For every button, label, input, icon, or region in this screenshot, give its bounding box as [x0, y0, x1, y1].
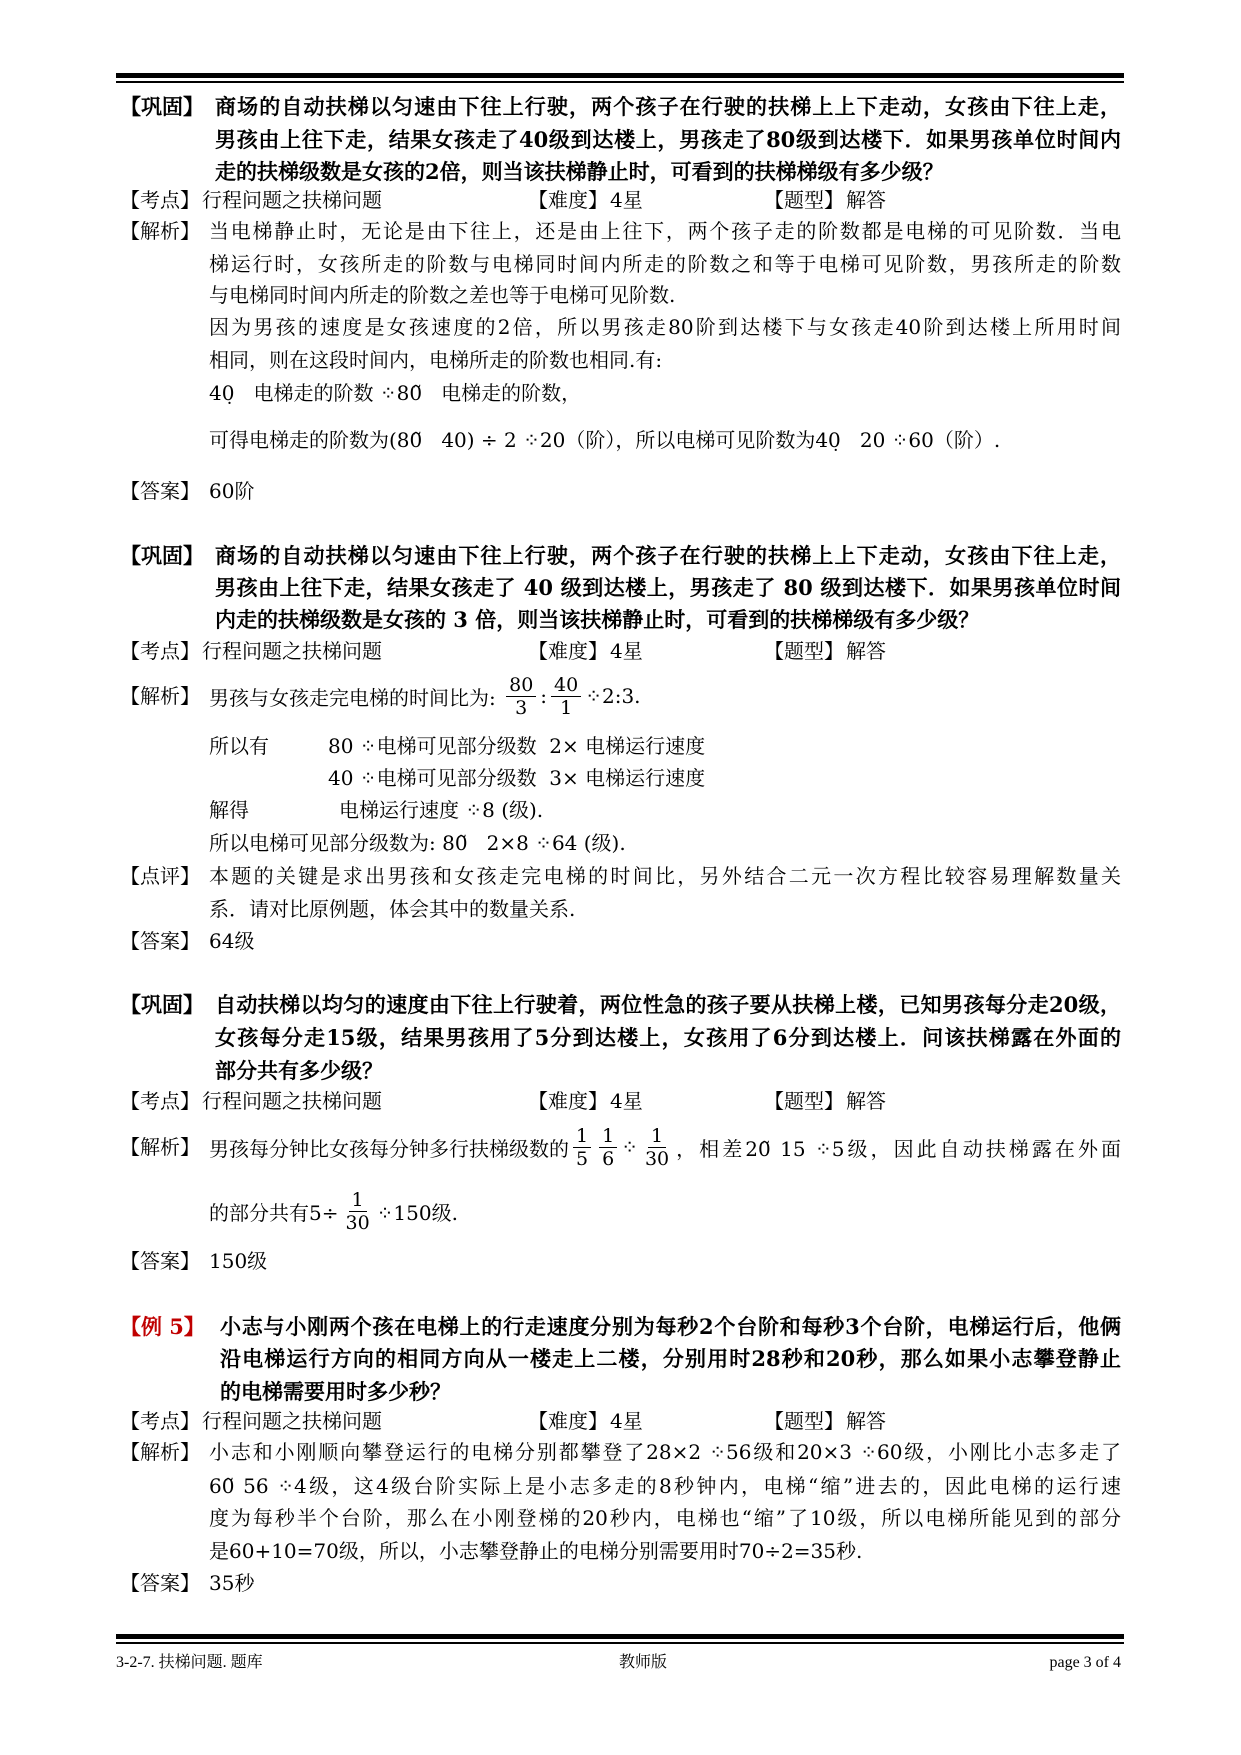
block4-question-line: 沿电梯运行方向的相同方向从一楼走上二楼，分别用时28秒和20秒，那么如果小志攀登静止	[220, 1346, 1121, 1371]
ratio-colon: :	[540, 684, 548, 708]
block4-answer-label: 【答案】	[120, 1571, 200, 1595]
block1-tixing-label: 【题型】	[764, 188, 844, 212]
fraction-denominator: 30	[345, 1211, 370, 1234]
block1-jiexi-line: 相同，则在这段时间内，电梯所走的阶数也相同.有:	[209, 348, 663, 372]
block2-solve: 电梯运行速度 ⁘8 (级).	[339, 798, 544, 822]
block1-jiexi-line: 当电梯静止时，无论是由下往上，还是由上往下，两个孩子走的阶数都是电梯的可见阶数．当电	[209, 219, 1121, 243]
footer-center: 教师版	[618, 1654, 667, 1671]
block2-so-label: 所以有	[209, 734, 269, 758]
block2-equation-2: 40 ⁘电梯可见部分级数 3× 电梯运行速度	[328, 766, 706, 790]
fraction-numerator: 1	[599, 1125, 617, 1148]
fraction	[342, 1189, 372, 1234]
fraction	[599, 1125, 617, 1170]
block2-nandu: 4星	[610, 639, 643, 663]
fraction-numerator: 1	[349, 1189, 367, 1212]
block2-question-line: 内走的扶梯级数是女孩的 3 倍，则当该扶梯静止时，可看到的扶梯梯级有多少级？	[215, 607, 980, 632]
block2-question-label: 【巩固】	[120, 543, 204, 568]
ratio-result: ⁘2:3.	[585, 684, 641, 708]
block4-jiexi-line: 是60+10=70级，所以，小志攀登静止的电梯分别需要用时70÷2=35秒.	[209, 1539, 863, 1563]
footer-rule-thick	[116, 1634, 1124, 1639]
fraction-numerator: 1	[648, 1125, 666, 1148]
fraction-numerator: 1	[573, 1125, 591, 1148]
block2-tixing-label: 【题型】	[764, 639, 844, 663]
fraction-denominator: 30	[644, 1147, 670, 1170]
jiexi-text: 男孩每分钟比女孩每分钟多行扶梯级数的	[209, 1136, 569, 1161]
block1-question-line: 男孩由上往下走，结果女孩走了40级到达楼上，男孩走了80级到达楼下．如果男孩单位时间内	[215, 127, 1121, 152]
block4-tixing: 解答	[846, 1409, 886, 1433]
fraction-denominator: 1	[560, 696, 573, 719]
block2-conclusion: 所以电梯可见部分级数为: 80̃ 2×8 ⁘64 (级).	[209, 831, 626, 855]
block2-question-line: 男孩由上往下走，结果女孩走了 40 级到达楼上，男孩走了 80 级到达楼下．如果男孩单位时间	[215, 575, 1121, 600]
block3-nandu: 4星	[610, 1089, 643, 1113]
fraction	[506, 674, 536, 719]
block3-kaodian-label: 【考点】	[120, 1089, 200, 1113]
block3-jiexi-line-2	[209, 1186, 458, 1236]
block3-nandu-label: 【难度】	[528, 1089, 608, 1113]
header-rule-thin	[116, 81, 1124, 83]
block2-jiexi-ratio-line	[209, 671, 641, 721]
block3-jiexi-label: 【解析】	[120, 1135, 200, 1159]
block2-answer: 64级	[209, 929, 255, 953]
block3-kaodian: 行程问题之扶梯问题	[202, 1089, 382, 1113]
block2-tixing: 解答	[846, 639, 886, 663]
block4-question-line: 小志与小刚两个孩在电梯上的行走速度分别为每秒2个台阶和每秒3个台阶，电梯运行后，他俩	[220, 1314, 1121, 1339]
block4-question-line: 的电梯需要用时多少秒？	[220, 1379, 451, 1404]
block4-jiexi-line: 小志和小刚顺向攀登运行的电梯分别都攀登了28×2 ⁘56级和20×3 ⁘60级，小刚比小志多走了	[209, 1440, 1121, 1464]
block3-answer-label: 【答案】	[120, 1249, 200, 1273]
block2-nandu-label: 【难度】	[528, 639, 608, 663]
block3-tixing-label: 【题型】	[764, 1089, 844, 1113]
footer-left: 3-2-7. 扶梯问题. 题库	[116, 1654, 263, 1671]
equals-sign: ⁘	[621, 1135, 638, 1159]
ratio-intro: 男孩与女孩走完电梯的时间比为:	[209, 685, 503, 710]
block4-nandu: 4星	[610, 1409, 643, 1433]
block3-question-line: 部分共有多少级？	[215, 1058, 383, 1083]
block3-question-line: 女孩每分走15级，结果男孩用了5分到达楼上，女孩用了6分到达楼上．问该扶梯露在外面的	[215, 1025, 1121, 1050]
fraction-numerator: 40	[551, 674, 581, 697]
block1-question-line: 走的扶梯级数是女孩的2倍，则当该扶梯静止时，可看到的扶梯梯级有多少级？	[215, 159, 944, 184]
example-label: 【例 5】	[120, 1314, 205, 1339]
block2-dianping-label: 【点评】	[120, 864, 200, 888]
block3-question-label: 【巩固】	[120, 992, 204, 1017]
jiexi-text: ⁘150级.	[376, 1200, 458, 1225]
block1-jiexi-equation: 40̣ 电梯走的阶数 ⁘80̃ 电梯走的阶数，	[209, 381, 582, 405]
block3-answer: 150级	[209, 1249, 268, 1273]
fraction	[642, 1125, 672, 1170]
block4-tixing-label: 【题型】	[764, 1409, 844, 1433]
jiexi-text: ，相差20̃ 15 ⁘5级，因此自动扶梯露在外面	[676, 1136, 1121, 1161]
block1-question-line: 商场的自动扶梯以匀速由下往上行驶，两个孩子在行驶的扶梯上上下走动，女孩由下往上走，	[215, 94, 1121, 119]
block1-jiexi-line: 因为男孩的速度是女孩速度的2倍，所以男孩走80阶到达楼下与女孩走40阶到达楼上所用时间	[209, 315, 1121, 339]
block3-tixing: 解答	[846, 1089, 886, 1113]
block1-answer-label: 【答案】	[120, 479, 200, 503]
block2-kaodian: 行程问题之扶梯问题	[202, 639, 382, 663]
block2-kaodian-label: 【考点】	[120, 639, 200, 663]
block2-equation-1: 80 ⁘电梯可见部分级数 2× 电梯运行速度	[328, 734, 706, 758]
block1-jiexi-equation: 可得电梯走的阶数为(80̃ 40) ÷ 2 ⁘20（阶），所以电梯可见阶数为40̣ 20 ⁘60（阶）.	[209, 428, 1001, 452]
block1-question-label: 【巩固】	[120, 94, 204, 119]
block1-jiexi-label: 【解析】	[120, 219, 200, 243]
block4-kaodian-label: 【考点】	[120, 1409, 200, 1433]
block1-answer: 60阶	[209, 479, 255, 503]
block1-jiexi-line: 梯运行时，女孩所走的阶数与电梯同时间内所走的阶数之和等于电梯可见阶数，男孩所走的阶数	[209, 252, 1121, 276]
block1-nandu-label: 【难度】	[528, 188, 608, 212]
block3-question-line: 自动扶梯以均匀的速度由下往上行驶着，两位性急的孩子要从扶梯上楼，已知男孩每分走20级，	[215, 992, 1121, 1017]
block1-kaodian-label: 【考点】	[120, 188, 200, 212]
block3-jiexi-line-1	[209, 1122, 1121, 1172]
fraction-numerator: 80	[506, 674, 536, 697]
block4-kaodian: 行程问题之扶梯问题	[202, 1409, 382, 1433]
block2-solve-label: 解得	[209, 798, 249, 822]
block2-dianping-line: 系．请对比原例题，体会其中的数量关系.	[209, 897, 576, 921]
block4-answer: 35秒	[209, 1571, 255, 1595]
header-rule-thick	[116, 73, 1124, 78]
footer-rule-thin	[116, 1642, 1124, 1644]
block2-question-line: 商场的自动扶梯以匀速由下往上行驶，两个孩子在行驶的扶梯上上下走动，女孩由下往上走，	[215, 543, 1121, 568]
block1-nandu: 4星	[610, 188, 643, 212]
block1-jiexi-line: 与电梯同时间内所走的阶数之差也等于电梯可见阶数.	[209, 283, 676, 307]
block1-tixing: 解答	[846, 188, 886, 212]
block2-jiexi-label: 【解析】	[120, 684, 200, 708]
block4-jiexi-label: 【解析】	[120, 1440, 200, 1464]
fraction-denominator: 5	[576, 1147, 589, 1170]
fraction	[573, 1125, 591, 1170]
fraction-denominator: 3	[515, 696, 528, 719]
block2-answer-label: 【答案】	[120, 929, 200, 953]
block1-kaodian: 行程问题之扶梯问题	[202, 188, 382, 212]
jiexi-text: 的部分共有5÷	[209, 1200, 339, 1225]
block2-dianping-line: 本题的关键是求出男孩和女孩走完电梯的时间比，另外结合二元一次方程比较容易理解数量关	[209, 864, 1121, 888]
footer-page-number: page 3 of 4	[1049, 1654, 1121, 1671]
block4-jiexi-line: 60̃ 56 ⁘4级，这4级台阶实际上是小志多走的8秒钟内，电梯“缩”进去的，因此电梯的运行速	[209, 1474, 1121, 1498]
block4-jiexi-line: 度为每秒半个台阶，那么在小刚登梯的20秒内，电梯也“缩”了10级，所以电梯所能见到的部分	[209, 1506, 1121, 1530]
fraction-denominator: 6	[602, 1147, 615, 1170]
block4-nandu-label: 【难度】	[528, 1409, 608, 1433]
fraction	[551, 674, 581, 719]
